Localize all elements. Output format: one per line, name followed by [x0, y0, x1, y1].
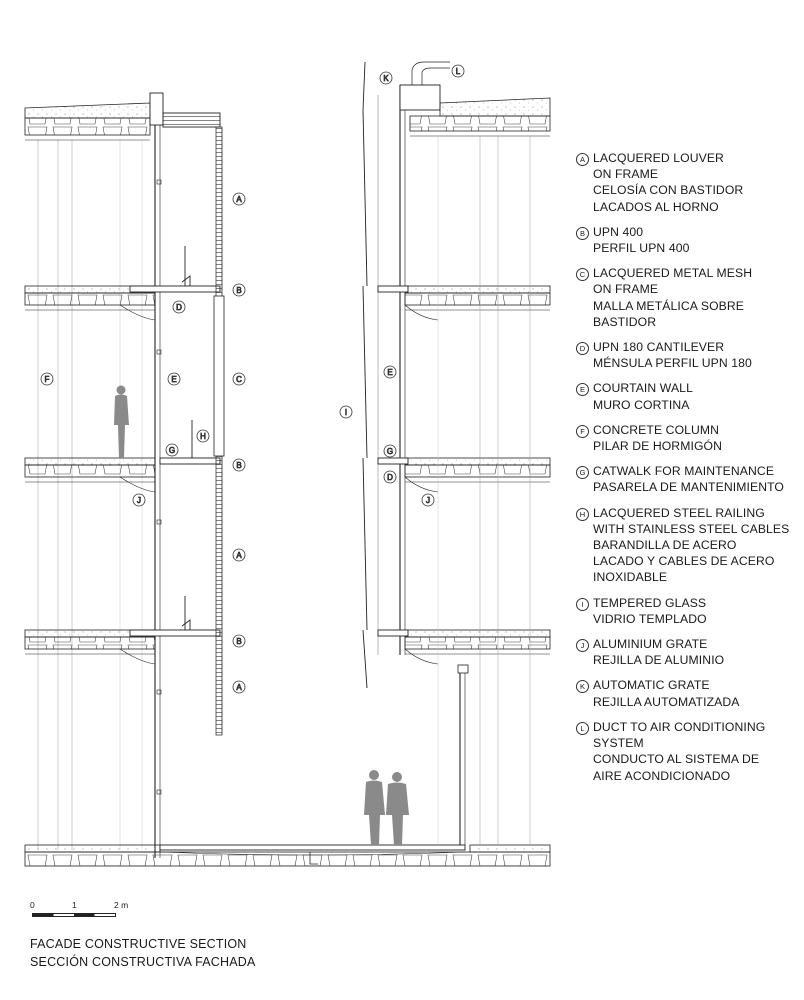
legend-line: ON FRAME	[593, 167, 659, 182]
legend-letter-badge: K	[576, 680, 589, 693]
tag-j-1: J	[137, 496, 141, 505]
tag-c-1: C	[236, 375, 242, 384]
tag-h-1: H	[200, 432, 206, 441]
left-section	[25, 93, 550, 866]
tag-k-1: K	[383, 74, 389, 83]
legend-item-f	[576, 422, 798, 454]
tag-g-2: G	[386, 447, 394, 456]
human-figures	[114, 386, 409, 846]
legend-line: WITH STAINLESS STEEL CABLES	[593, 521, 790, 536]
tag-e-1: E	[171, 375, 177, 384]
legend-letter-badge: J	[576, 639, 589, 652]
caption	[30, 935, 256, 971]
legend-line: UPN 180 CANTILEVER	[593, 340, 725, 355]
tag-b-3: B	[236, 637, 242, 646]
legend-letter-badge: B	[576, 227, 589, 240]
legend-line: LACQUERED STEEL RAILING	[593, 505, 765, 520]
legend-line: COURTAIN WALL	[593, 381, 693, 396]
tag-a-2: A	[236, 551, 242, 560]
legend-line: BASTIDOR	[593, 314, 657, 329]
legend-item-b	[576, 224, 798, 256]
legend-item-c	[576, 265, 798, 330]
caption-line-1: FACADE CONSTRUCTIVE SECTION	[30, 937, 247, 951]
tag-d-2: D	[387, 473, 393, 482]
scale-label-0: 0	[30, 900, 35, 910]
legend-line: AUTOMATIC GRATE	[593, 678, 710, 693]
legend-line: PERFIL UPN 400	[593, 241, 690, 256]
legend-line: CONDUCTO AL SISTEMA DE	[593, 752, 760, 767]
tag-b-1: B	[236, 286, 242, 295]
legend-line: ON FRAME	[593, 282, 659, 297]
legend-letter-badge: A	[576, 153, 589, 166]
tag-g-1: G	[168, 446, 176, 455]
legend-letter-badge: D	[576, 342, 589, 355]
legend-letter-badge: F	[576, 425, 589, 438]
legend-line: LACADO Y CABLES DE ACERO	[593, 554, 775, 569]
legend-letter-badge: H	[576, 508, 589, 521]
tag-d-1: D	[176, 303, 182, 312]
legend-line: ALUMINIUM GRATE	[593, 637, 708, 652]
legend-line: CATWALK FOR MAINTENANCE	[593, 464, 775, 479]
legend-item-j	[576, 636, 798, 668]
legend-item-h	[576, 505, 798, 586]
legend-line: PASARELA DE MANTENIMIENTO	[593, 480, 784, 495]
legend-item-a	[576, 150, 798, 215]
legend-item-i	[576, 595, 798, 627]
tag-j-2: J	[426, 496, 430, 505]
legend-line: VIDRIO TEMPLADO	[593, 611, 707, 626]
legend-letter-badge: C	[576, 268, 589, 281]
legend-line: INOXIDABLE	[593, 570, 668, 585]
legend-item-e	[576, 380, 798, 412]
tag-f-1: F	[44, 375, 50, 384]
legend-line: LACADOS AL HORNO	[593, 199, 719, 214]
legend-line: BARANDILLA DE ACERO	[593, 538, 737, 553]
tag-a-1: A	[236, 195, 242, 204]
tag-i-1: I	[344, 408, 348, 417]
legend-letter-badge: I	[576, 598, 589, 611]
legend-line: REJILLA AUTOMATIZADA	[593, 694, 740, 709]
legend-item-d	[576, 339, 798, 371]
legend-line: REJILLA DE ALUMINIO	[593, 653, 725, 668]
legend-line: MÉNSULA PERFIL UPN 180	[593, 356, 752, 371]
legend-line: MURO CORTINA	[593, 397, 690, 412]
tag-b-2: B	[236, 461, 242, 470]
legend-line: CELOSÍA CON BASTIDOR	[593, 183, 744, 198]
legend-line: DUCT TO AIR CONDITIONING	[593, 719, 766, 734]
caption-line-2: SECCIÓN CONSTRUCTIVA FACHADA	[30, 955, 256, 969]
legend-item-k	[576, 677, 798, 709]
legend-line: TEMPERED GLASS	[593, 595, 707, 610]
legend-line: UPN 400	[593, 224, 644, 239]
tag-e-2: E	[387, 368, 393, 377]
tag-a-3: A	[236, 683, 242, 692]
legend-line: SYSTEM	[593, 736, 644, 751]
scale-label-1: 1	[72, 900, 77, 910]
legend-line: AIRE ACONDICIONADO	[593, 768, 731, 783]
legend-letter-badge: L	[576, 722, 589, 735]
legend-letter-badge: G	[576, 466, 589, 479]
legend-line: LACQUERED LOUVER	[593, 151, 724, 165]
tag-l-1: L	[455, 67, 461, 76]
legend-letter-badge: E	[576, 383, 589, 396]
legend-line: MALLA METÁLICA SOBRE	[593, 298, 745, 313]
scale-label-2: 2 m	[114, 900, 129, 910]
legend-item-g	[576, 463, 798, 495]
legend	[576, 150, 798, 793]
legend-line: LACQUERED METAL MESH	[593, 266, 753, 281]
legend-line: PILAR DE HORMIGÓN	[593, 439, 723, 454]
legend-line: CONCRETE COLUMN	[593, 422, 720, 437]
scale-bar	[30, 900, 170, 924]
scale-bar-graphic	[32, 913, 116, 917]
legend-item-l	[576, 719, 798, 784]
